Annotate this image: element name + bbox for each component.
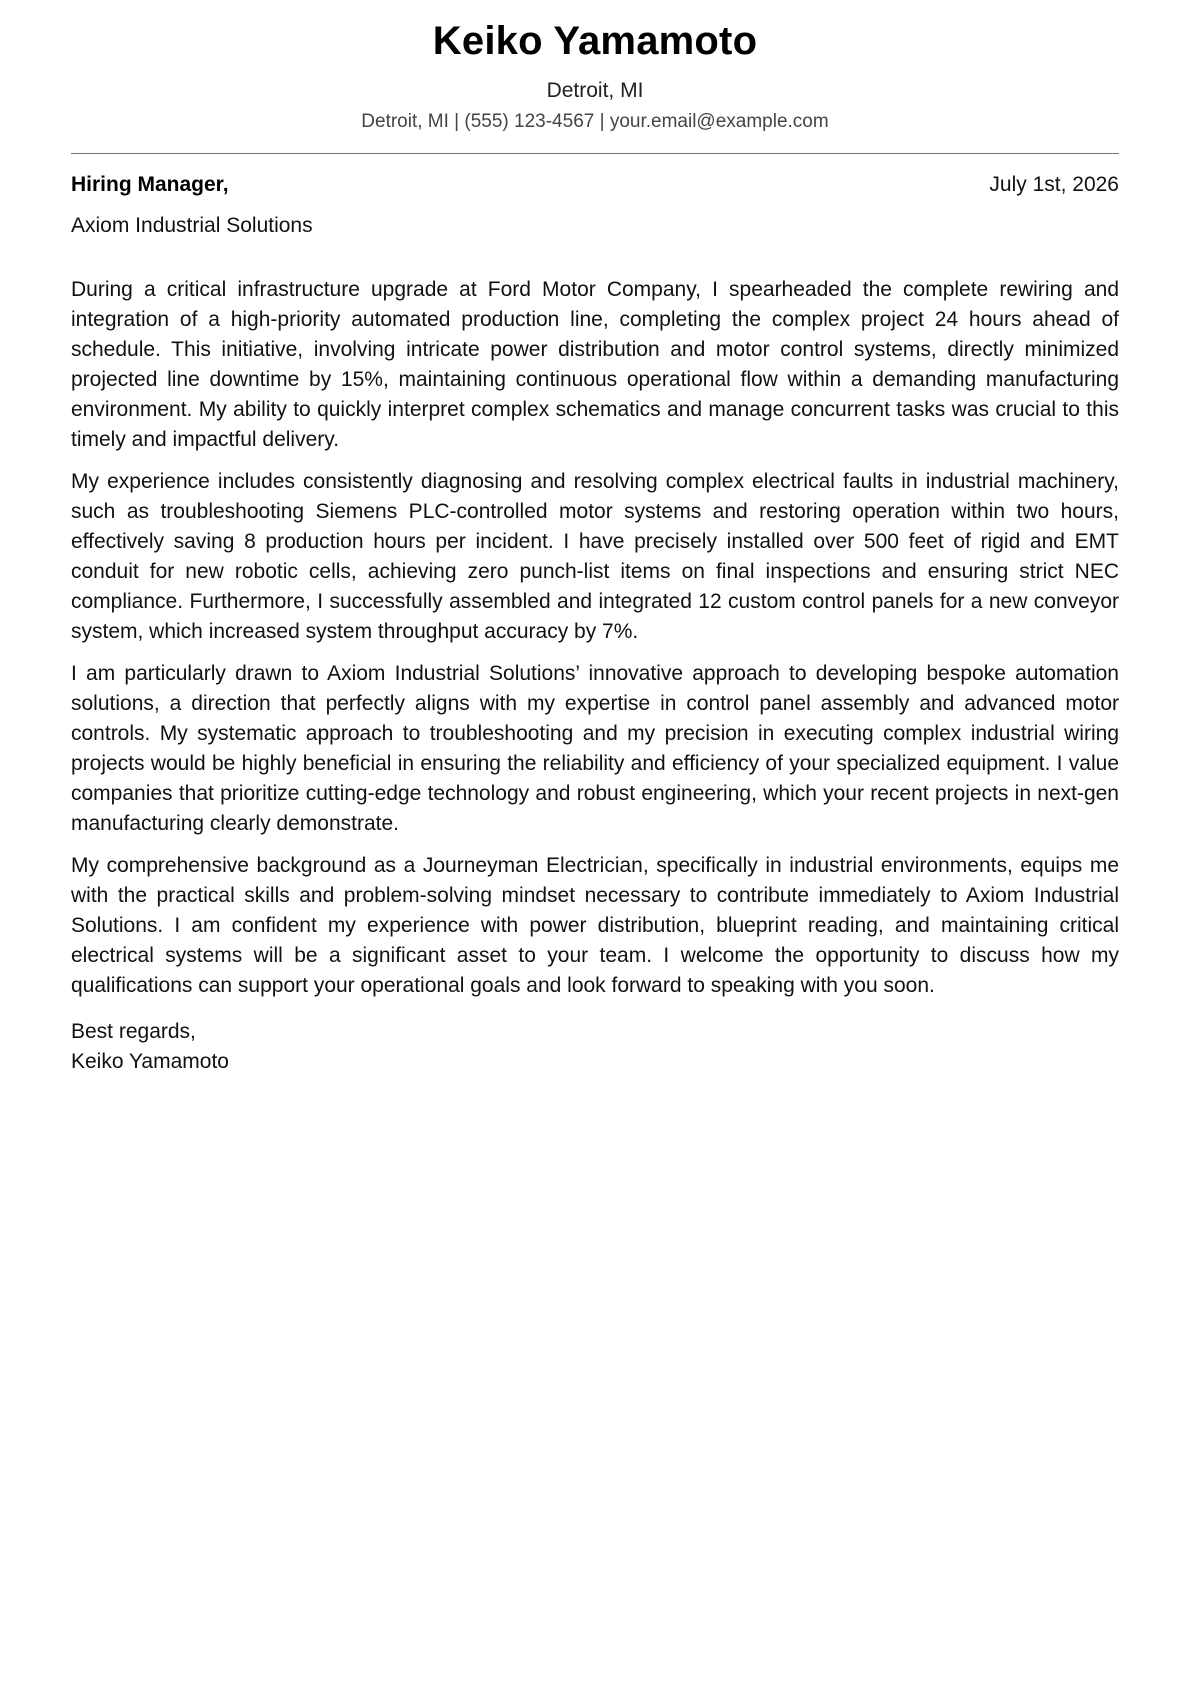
body-paragraph-4: My comprehensive background as a Journeyman Electrician, specifically in industrial environments, equips me with the practical skills and problem-solving mindset necessary to contribute immediately to Axiom Industrial Solutions. I am confident my experience with power distribution, blueprint reading, and maintaining critical electrical systems will be a significant asset to your team. I welcome the opportunity to discuss how my qualifications can support your operational goals and look forward to speaking with you soon.: [71, 854, 1119, 997]
signature-name: Keiko Yamamoto: [71, 1050, 229, 1073]
letter-date: July 1st, 2026: [989, 173, 1119, 196]
recipient-company: Axiom Industrial Solutions: [71, 214, 313, 237]
letter-body: [71, 275, 1119, 1001]
header-divider: [71, 153, 1119, 154]
recipient-salutation: Hiring Manager,: [71, 173, 229, 196]
letter-header: [71, 16, 1119, 134]
applicant-name: Keiko Yamamoto: [432, 19, 758, 63]
body-paragraph-3: I am particularly drawn to Axiom Industrial Solutions’ innovative approach to developing bespoke automation solutions, a direction that perfectly aligns with my expertise in control panel assembly and advanced motor controls. My systematic approach to troubleshooting and my precision in executing complex industrial wiring projects would be highly beneficial in ensuring the reliability and efficiency of your specialized equipment. I value companies that prioritize cutting-edge technology and robust engineering, which your recent projects in next-gen manufacturing clearly demonstrate.: [71, 662, 1119, 835]
body-paragraph-2: My experience includes consistently diagnosing and resolving complex electrical faults in industrial machinery, such as troubleshooting Siemens PLC-controlled motor systems and restoring operation within two hours, effectively saving 8 production hours per incident. I have precisely installed over 500 feet of rigid and EMT conduit for new robotic cells, achieving zero punch-list items on final inspections and ensuring strict NEC compliance. Furthermore, I successfully assembled and integrated 12 custom control panels for a new conveyor system, which increased system throughput accuracy by 7%.: [71, 470, 1119, 643]
body-paragraph-1: During a critical infrastructure upgrade at Ford Motor Company, I spearheaded the complete rewiring and integration of a high-priority automated production line, completing the complex project 24 hours ahead of schedule. This initiative, involving intricate power distribution and motor control systems, directly minimized projected line downtime by 15%, maintaining continuous operational flow within a demanding manufacturing environment. My ability to quickly interpret complex schematics and manage concurrent tasks was crucial to this timely and impactful delivery.: [71, 278, 1119, 451]
applicant-location: Detroit, MI: [546, 79, 644, 102]
cover-letter-page: [71, 0, 1119, 1077]
recipient-date-row: [71, 171, 1119, 199]
closing-phrase: Best regards,: [71, 1020, 196, 1043]
contact-line: Detroit, MI | (555) 123-4567 | your.email@example.com: [361, 111, 829, 132]
letter-closing: [71, 1017, 1119, 1077]
